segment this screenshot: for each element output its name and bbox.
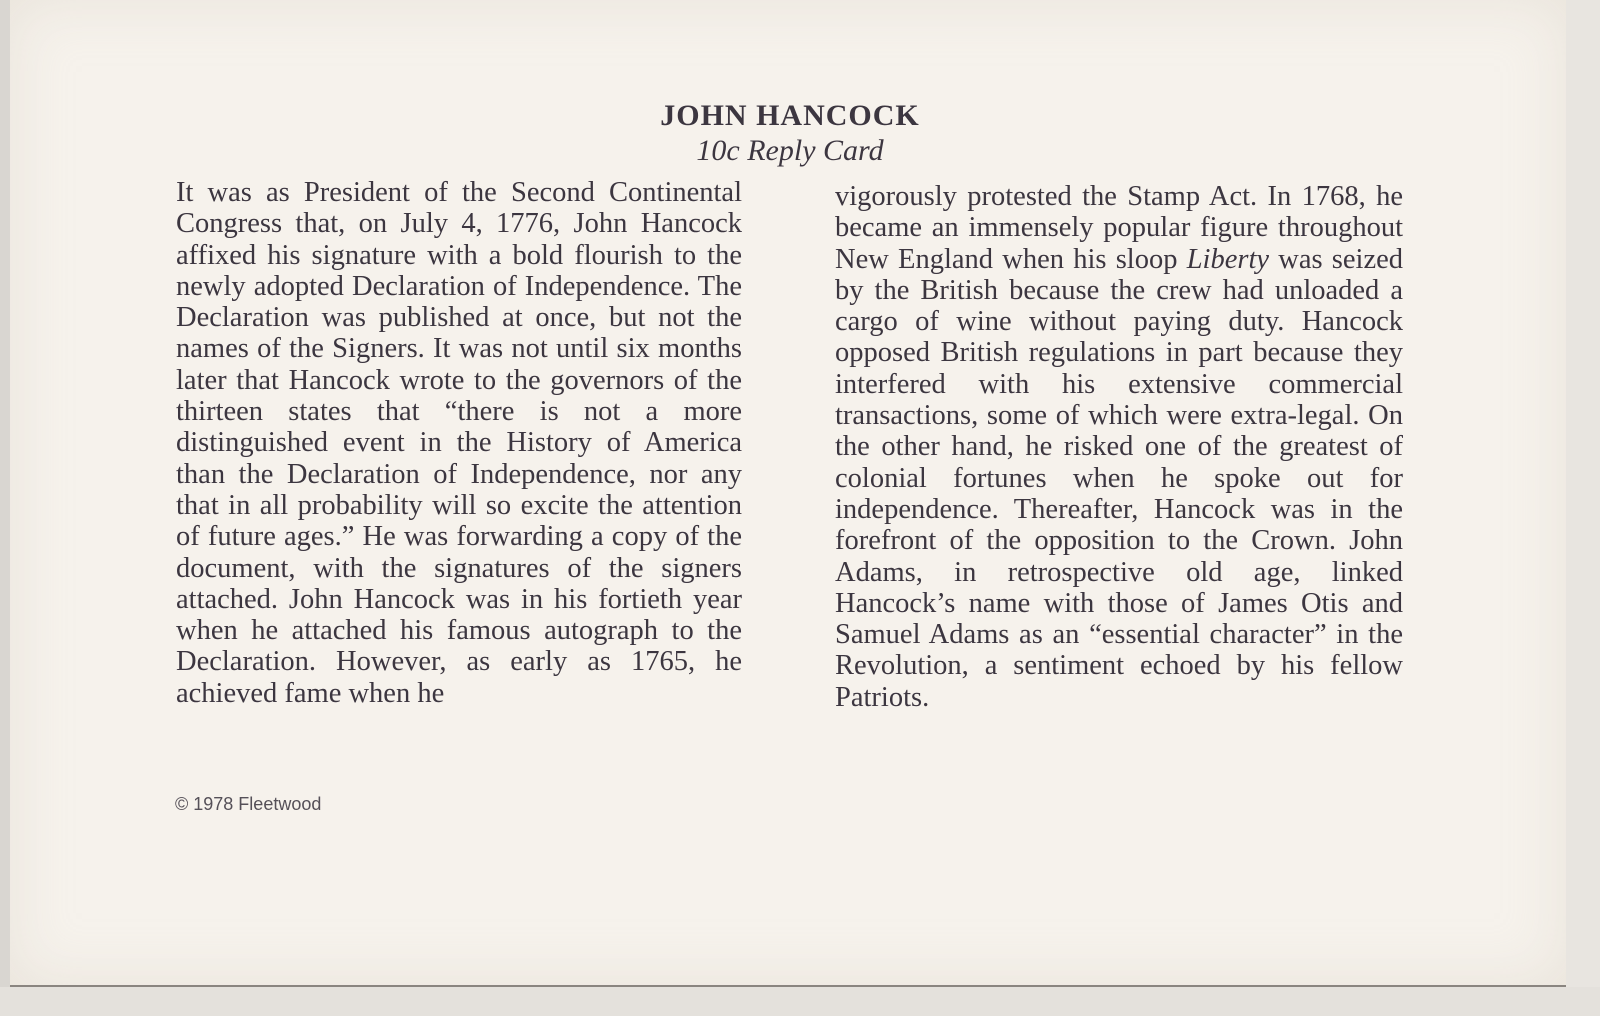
left-column	[176, 177, 742, 709]
right-column-text	[835, 181, 1403, 713]
right-column	[835, 181, 1403, 713]
left-column-text: It was as President of the Second Continental Congress that, on July 4, 1776, John Hancock affixed his signature with a bold flourish to the newly adopted Declaration of Independence. The Declaration was published at once, but not the names of the Signers. It was not until six months later that Hancock wrote to the governors of the thirteen states that “there is not a more distinguished event in the History of America than the Declaration of Independence, nor any that in all probability will so excite the attention of future ages.” He was forwarding a copy of the document, with the signatures of the signers attached. John Hancock was in his fortieth year when he attached his famous autograph to the Declaration. However, as early as 1765, he achieved fame when he	[176, 177, 742, 709]
right-text-part-1: vigorously protested the Stamp Act. In 1768, he became an immensely popular figure throughout New England when his sloop	[835, 181, 1403, 275]
card-header	[0, 98, 1580, 168]
card-title: JOHN HANCOCK	[660, 99, 920, 132]
right-text-part-2: was seized by the British because the crew had unloaded a cargo of wine without paying duty. Hancock opposed British regulations in part because they interfered with his extensive commercial transactions, some of which were extra-legal. On the other hand, he risked one of the greatest of colonial fortunes when he spoke out for independence. Thereafter, Hancock was in the forefront of the opposition to the Crown. John Adams, in retrospective old age, linked Hancock’s name with those of James Otis and Samuel Adams as an “essential character” in the Revolution, a sentiment echoed by his fellow Patriots.	[835, 243, 1404, 713]
ship-name-liberty: Liberty	[1186, 243, 1270, 275]
copyright-notice: © 1978 Fleetwood	[175, 794, 322, 814]
card-subtitle: 10c Reply Card	[696, 134, 884, 167]
card-bottom-edge	[0, 987, 1600, 1016]
